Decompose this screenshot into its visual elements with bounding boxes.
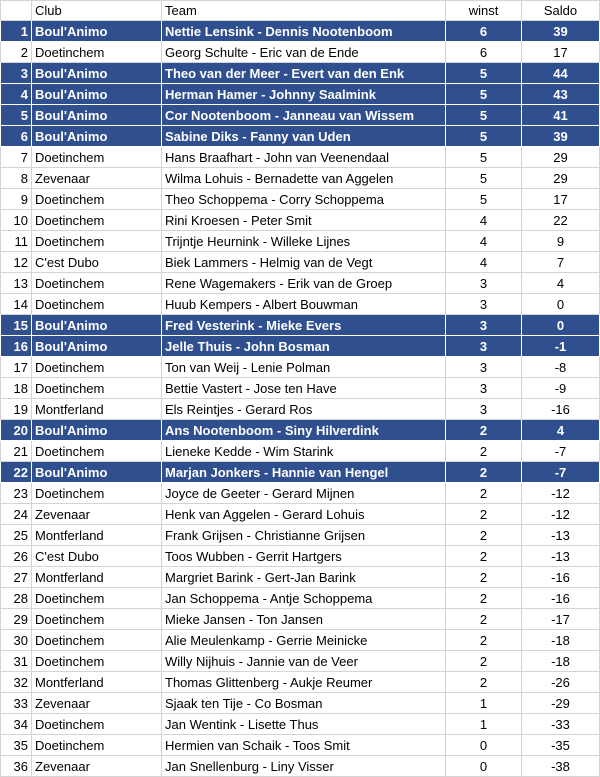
- cell-rank: 4: [1, 84, 32, 105]
- cell-club: Zevenaar: [32, 504, 162, 525]
- cell-winst: 2: [446, 651, 522, 672]
- cell-team: Ans Nootenboom - Siny Hilverdink: [162, 420, 446, 441]
- cell-team: Henk van Aggelen - Gerard Lohuis: [162, 504, 446, 525]
- cell-winst: 3: [446, 294, 522, 315]
- cell-rank: 16: [1, 336, 32, 357]
- cell-rank: 29: [1, 609, 32, 630]
- cell-winst: 2: [446, 672, 522, 693]
- cell-saldo: 39: [522, 21, 600, 42]
- cell-winst: 5: [446, 63, 522, 84]
- cell-saldo: 41: [522, 105, 600, 126]
- cell-club: Montferland: [32, 672, 162, 693]
- cell-winst: 2: [446, 441, 522, 462]
- header-team: Team: [162, 1, 446, 21]
- cell-winst: 3: [446, 273, 522, 294]
- cell-club: Doetinchem: [32, 630, 162, 651]
- cell-rank: 18: [1, 378, 32, 399]
- cell-club: Doetinchem: [32, 441, 162, 462]
- cell-team: Jelle Thuis - John Bosman: [162, 336, 446, 357]
- table-row: [1, 336, 600, 357]
- cell-club: Doetinchem: [32, 189, 162, 210]
- cell-saldo: -33: [522, 714, 600, 735]
- cell-saldo: 22: [522, 210, 600, 231]
- cell-winst: 2: [446, 483, 522, 504]
- table-row: [1, 63, 600, 84]
- cell-club: Boul'Animo: [32, 315, 162, 336]
- header-saldo: Saldo: [522, 1, 600, 21]
- table-row: [1, 483, 600, 504]
- cell-club: Zevenaar: [32, 693, 162, 714]
- cell-team: Toos Wubben - Gerrit Hartgers: [162, 546, 446, 567]
- cell-rank: 8: [1, 168, 32, 189]
- table-row: [1, 441, 600, 462]
- cell-saldo: -13: [522, 546, 600, 567]
- cell-rank: 31: [1, 651, 32, 672]
- standings-body: [1, 21, 600, 777]
- cell-team: Rene Wagemakers - Erik van de Groep: [162, 273, 446, 294]
- cell-rank: 7: [1, 147, 32, 168]
- cell-team: Theo van der Meer - Evert van den Enk: [162, 63, 446, 84]
- cell-rank: 19: [1, 399, 32, 420]
- cell-saldo: -7: [522, 441, 600, 462]
- cell-saldo: 17: [522, 42, 600, 63]
- cell-saldo: 7: [522, 252, 600, 273]
- cell-club: Doetinchem: [32, 735, 162, 756]
- cell-rank: 30: [1, 630, 32, 651]
- cell-team: Margriet Barink - Gert-Jan Barink: [162, 567, 446, 588]
- cell-winst: 4: [446, 231, 522, 252]
- cell-club: Doetinchem: [32, 357, 162, 378]
- cell-team: Cor Nootenboom - Janneau van Wissem: [162, 105, 446, 126]
- table-row: [1, 147, 600, 168]
- cell-team: Fred Vesterink - Mieke Evers: [162, 315, 446, 336]
- table-row: [1, 609, 600, 630]
- cell-rank: 21: [1, 441, 32, 462]
- table-row: [1, 399, 600, 420]
- cell-club: Boul'Animo: [32, 336, 162, 357]
- cell-club: Doetinchem: [32, 651, 162, 672]
- cell-team: Mieke Jansen - Ton Jansen: [162, 609, 446, 630]
- table-row: [1, 189, 600, 210]
- cell-club: Boul'Animo: [32, 420, 162, 441]
- table-row: [1, 567, 600, 588]
- cell-saldo: 44: [522, 63, 600, 84]
- cell-club: Doetinchem: [32, 609, 162, 630]
- cell-rank: 27: [1, 567, 32, 588]
- cell-club: Boul'Animo: [32, 105, 162, 126]
- cell-club: C'est Dubo: [32, 546, 162, 567]
- cell-winst: 1: [446, 693, 522, 714]
- cell-saldo: 39: [522, 126, 600, 147]
- cell-saldo: -16: [522, 588, 600, 609]
- cell-saldo: 43: [522, 84, 600, 105]
- cell-winst: 3: [446, 336, 522, 357]
- cell-saldo: 4: [522, 273, 600, 294]
- cell-saldo: 17: [522, 189, 600, 210]
- cell-club: Boul'Animo: [32, 462, 162, 483]
- cell-rank: 22: [1, 462, 32, 483]
- cell-club: Montferland: [32, 399, 162, 420]
- cell-club: Boul'Animo: [32, 126, 162, 147]
- header-row: [1, 1, 600, 21]
- cell-club: Zevenaar: [32, 168, 162, 189]
- table-row: [1, 546, 600, 567]
- cell-club: Doetinchem: [32, 42, 162, 63]
- cell-winst: 2: [446, 420, 522, 441]
- cell-winst: 6: [446, 42, 522, 63]
- cell-winst: 2: [446, 630, 522, 651]
- cell-team: Lieneke Kedde - Wim Starink: [162, 441, 446, 462]
- table-row: [1, 693, 600, 714]
- cell-team: Hermien van Schaik - Toos Smit: [162, 735, 446, 756]
- cell-winst: 3: [446, 315, 522, 336]
- cell-winst: 5: [446, 147, 522, 168]
- table-row: [1, 588, 600, 609]
- table-row: [1, 756, 600, 777]
- cell-winst: 2: [446, 588, 522, 609]
- cell-winst: 5: [446, 189, 522, 210]
- cell-saldo: -16: [522, 567, 600, 588]
- cell-saldo: -13: [522, 525, 600, 546]
- table-row: [1, 315, 600, 336]
- cell-rank: 24: [1, 504, 32, 525]
- cell-team: Frank Grijsen - Christianne Grijsen: [162, 525, 446, 546]
- header-winst: winst: [446, 1, 522, 21]
- cell-winst: 3: [446, 399, 522, 420]
- cell-rank: 13: [1, 273, 32, 294]
- cell-team: Nettie Lensink - Dennis Nootenboom: [162, 21, 446, 42]
- cell-winst: 5: [446, 84, 522, 105]
- cell-club: Doetinchem: [32, 294, 162, 315]
- cell-team: Joyce de Geeter - Gerard Mijnen: [162, 483, 446, 504]
- cell-saldo: -29: [522, 693, 600, 714]
- cell-club: Montferland: [32, 525, 162, 546]
- cell-club: Doetinchem: [32, 483, 162, 504]
- table-row: [1, 651, 600, 672]
- cell-winst: 4: [446, 210, 522, 231]
- cell-rank: 15: [1, 315, 32, 336]
- cell-club: Boul'Animo: [32, 84, 162, 105]
- cell-rank: 32: [1, 672, 32, 693]
- cell-winst: 2: [446, 546, 522, 567]
- table-row: [1, 168, 600, 189]
- cell-rank: 1: [1, 21, 32, 42]
- cell-team: Jan Schoppema - Antje Schoppema: [162, 588, 446, 609]
- cell-winst: 4: [446, 252, 522, 273]
- cell-team: Huub Kempers - Albert Bouwman: [162, 294, 446, 315]
- cell-saldo: 4: [522, 420, 600, 441]
- cell-rank: 9: [1, 189, 32, 210]
- cell-team: Jan Wentink - Lisette Thus: [162, 714, 446, 735]
- cell-club: C'est Dubo: [32, 252, 162, 273]
- cell-team: Jan Snellenburg - Liny Visser: [162, 756, 446, 777]
- cell-winst: 2: [446, 567, 522, 588]
- cell-rank: 12: [1, 252, 32, 273]
- cell-saldo: 0: [522, 315, 600, 336]
- cell-team: Willy Nijhuis - Jannie van de Veer: [162, 651, 446, 672]
- cell-team: Alie Meulenkamp - Gerrie Meinicke: [162, 630, 446, 651]
- cell-saldo: -12: [522, 483, 600, 504]
- cell-saldo: -7: [522, 462, 600, 483]
- cell-team: Theo Schoppema - Corry Schoppema: [162, 189, 446, 210]
- cell-rank: 11: [1, 231, 32, 252]
- table-row: [1, 252, 600, 273]
- cell-rank: 17: [1, 357, 32, 378]
- cell-saldo: 9: [522, 231, 600, 252]
- cell-rank: 26: [1, 546, 32, 567]
- cell-winst: 3: [446, 378, 522, 399]
- cell-club: Doetinchem: [32, 378, 162, 399]
- cell-winst: 2: [446, 609, 522, 630]
- table-row: [1, 21, 600, 42]
- cell-rank: 14: [1, 294, 32, 315]
- cell-rank: 34: [1, 714, 32, 735]
- cell-team: Herman Hamer - Johnny Saalmink: [162, 84, 446, 105]
- cell-saldo: -26: [522, 672, 600, 693]
- cell-saldo: -18: [522, 651, 600, 672]
- cell-saldo: -16: [522, 399, 600, 420]
- table-row: [1, 42, 600, 63]
- cell-club: Doetinchem: [32, 210, 162, 231]
- cell-winst: 5: [446, 126, 522, 147]
- table-row: [1, 630, 600, 651]
- cell-rank: 25: [1, 525, 32, 546]
- table-row: [1, 273, 600, 294]
- cell-club: Boul'Animo: [32, 63, 162, 84]
- header-rank: [1, 1, 32, 21]
- table-row: [1, 714, 600, 735]
- cell-saldo: -12: [522, 504, 600, 525]
- cell-club: Doetinchem: [32, 714, 162, 735]
- cell-saldo: 29: [522, 168, 600, 189]
- cell-club: Doetinchem: [32, 231, 162, 252]
- cell-rank: 5: [1, 105, 32, 126]
- cell-winst: 2: [446, 504, 522, 525]
- table-row: [1, 525, 600, 546]
- cell-club: Doetinchem: [32, 147, 162, 168]
- cell-saldo: -18: [522, 630, 600, 651]
- cell-rank: 23: [1, 483, 32, 504]
- cell-rank: 28: [1, 588, 32, 609]
- cell-saldo: 0: [522, 294, 600, 315]
- cell-club: Zevenaar: [32, 756, 162, 777]
- cell-team: Hans Braafhart - John van Veenendaal: [162, 147, 446, 168]
- header-club: Club: [32, 1, 162, 21]
- table-row: [1, 735, 600, 756]
- table-row: [1, 210, 600, 231]
- cell-saldo: -1: [522, 336, 600, 357]
- cell-saldo: -9: [522, 378, 600, 399]
- cell-saldo: -38: [522, 756, 600, 777]
- cell-rank: 10: [1, 210, 32, 231]
- table-row: [1, 672, 600, 693]
- cell-rank: 3: [1, 63, 32, 84]
- table-row: [1, 462, 600, 483]
- table-row: [1, 105, 600, 126]
- cell-winst: 5: [446, 168, 522, 189]
- cell-team: Marjan Jonkers - Hannie van Hengel: [162, 462, 446, 483]
- cell-winst: 2: [446, 525, 522, 546]
- cell-saldo: 29: [522, 147, 600, 168]
- cell-team: Trijntje Heurnink - Willeke Lijnes: [162, 231, 446, 252]
- cell-team: Sabine Diks - Fanny van Uden: [162, 126, 446, 147]
- cell-team: Els Reintjes - Gerard Ros: [162, 399, 446, 420]
- table-row: [1, 504, 600, 525]
- table-row: [1, 378, 600, 399]
- cell-club: Doetinchem: [32, 273, 162, 294]
- cell-club: Boul'Animo: [32, 21, 162, 42]
- cell-saldo: -17: [522, 609, 600, 630]
- cell-club: Montferland: [32, 567, 162, 588]
- cell-team: Sjaak ten Tije - Co Bosman: [162, 693, 446, 714]
- cell-team: Wilma Lohuis - Bernadette van Aggelen: [162, 168, 446, 189]
- cell-team: Bettie Vastert - Jose ten Have: [162, 378, 446, 399]
- table-row: [1, 420, 600, 441]
- table-row: [1, 231, 600, 252]
- cell-winst: 3: [446, 357, 522, 378]
- cell-winst: 1: [446, 714, 522, 735]
- table-row: [1, 357, 600, 378]
- cell-winst: 5: [446, 105, 522, 126]
- cell-team: Rini Kroesen - Peter Smit: [162, 210, 446, 231]
- cell-rank: 35: [1, 735, 32, 756]
- cell-winst: 6: [446, 21, 522, 42]
- cell-team: Biek Lammers - Helmig van de Vegt: [162, 252, 446, 273]
- table-row: [1, 84, 600, 105]
- cell-winst: 0: [446, 756, 522, 777]
- cell-saldo: -8: [522, 357, 600, 378]
- cell-club: Doetinchem: [32, 588, 162, 609]
- cell-rank: 20: [1, 420, 32, 441]
- cell-rank: 6: [1, 126, 32, 147]
- cell-team: Ton van Weij - Lenie Polman: [162, 357, 446, 378]
- cell-rank: 36: [1, 756, 32, 777]
- table-row: [1, 294, 600, 315]
- cell-team: Thomas Glittenberg - Aukje Reumer: [162, 672, 446, 693]
- cell-winst: 0: [446, 735, 522, 756]
- cell-rank: 2: [1, 42, 32, 63]
- cell-saldo: -35: [522, 735, 600, 756]
- table-row: [1, 126, 600, 147]
- cell-winst: 2: [446, 462, 522, 483]
- cell-team: Georg Schulte - Eric van de Ende: [162, 42, 446, 63]
- cell-rank: 33: [1, 693, 32, 714]
